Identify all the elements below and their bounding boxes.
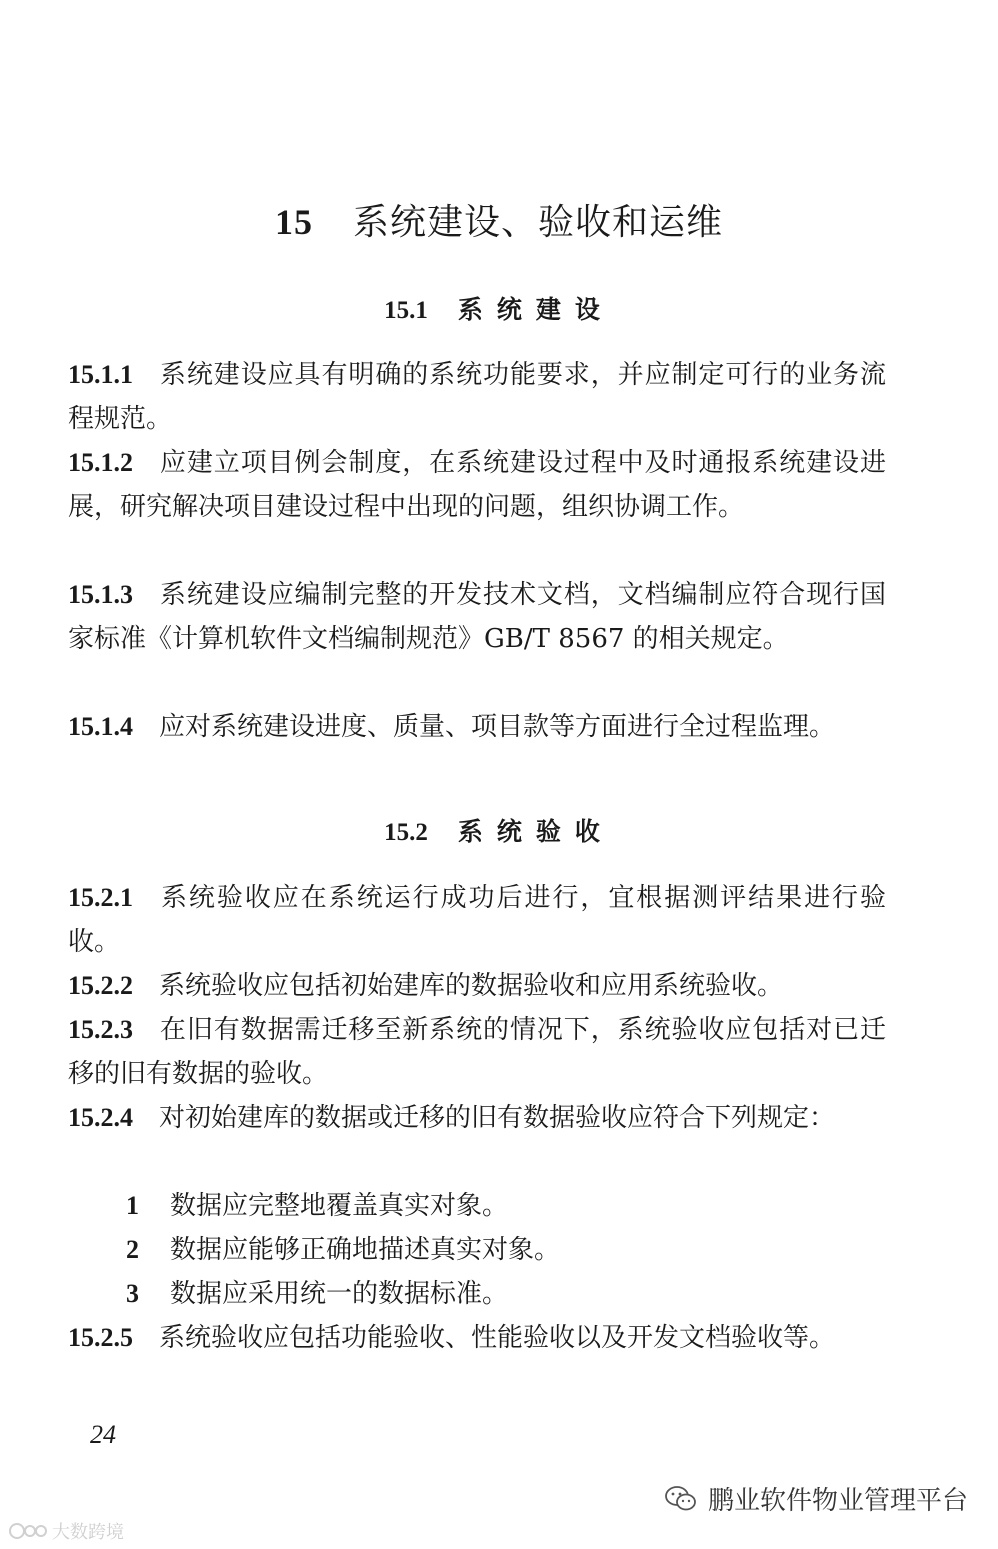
item-text: 数据应采用统一的数据标准。: [170, 1279, 509, 1309]
section-name: 系统验收: [457, 817, 614, 846]
clause-15-1-1: [68, 353, 886, 441]
clause-text: 系统验收应在系统运行成功后进行，宜根据测评结果进行验收。: [68, 883, 886, 957]
list-item-2: [126, 1228, 886, 1272]
section-title-15-2: [0, 812, 998, 853]
logo-icon: [8, 1521, 48, 1541]
clause-text: 应对系统建设进度、质量、项目款等方面进行全过程监理。: [159, 712, 836, 742]
clause-15-1-2: [68, 441, 886, 529]
clause-number: 15.1.4: [68, 712, 133, 741]
clause-text: 系统建设应具有明确的系统功能要求，并应制定可行的业务流程规范。: [68, 360, 886, 434]
section-number: 15.1: [384, 297, 428, 324]
wechat-icon: [664, 1485, 698, 1513]
page-number: 24: [90, 1420, 116, 1449]
watermark-logo: [8, 1518, 124, 1544]
clause-15-2-5: [68, 1316, 886, 1360]
list-item-1: [126, 1184, 886, 1228]
section-number: 15.2: [384, 819, 428, 846]
clause-number: 15.1.3: [68, 580, 133, 609]
watermark-left-text: 大数跨境: [52, 1522, 124, 1543]
clause-text: 应建立项目例会制度，在系统建设过程中及时通报系统建设进展，研究解决项目建设过程中出现的问题，组织协调工作。: [68, 448, 886, 522]
clause-number: 15.2.2: [68, 971, 133, 1000]
clause-15-2-2: [68, 964, 886, 1008]
clause-number: 15.2.5: [68, 1323, 133, 1352]
clause-15-2-4: [68, 1096, 886, 1140]
clause-number: 15.2.1: [68, 883, 133, 912]
clause-text: 系统建设应编制完整的开发技术文档，文档编制应符合现行国家标准《计算机软件文档编制规范》GB/T 8567 的相关规定。: [68, 580, 886, 654]
clause-text: 在旧有数据需迁移至新系统的情况下，系统验收应包括对已迁移的旧有数据的验收。: [68, 1015, 886, 1089]
clause-text: 系统验收应包括初始建库的数据验收和应用系统验收。: [159, 971, 784, 1001]
watermark-wechat: [664, 1480, 968, 1517]
item-text: 数据应能够正确地描述真实对象。: [170, 1235, 561, 1265]
watermark-text: 鹏业软件物业管理平台: [707, 1486, 968, 1516]
chapter-name: 系统建设、验收和运维: [352, 202, 723, 243]
clause-15-2-1: [68, 876, 886, 964]
item-number: 2: [126, 1235, 139, 1264]
chapter-number: 15: [274, 202, 313, 242]
chapter-title: [0, 196, 998, 249]
clause-15-2-3: [68, 1008, 886, 1096]
clause-number: 15.2.3: [68, 1015, 133, 1044]
section-name: 系统建设: [457, 295, 614, 324]
clause-number: 15.1.2: [68, 448, 133, 477]
clause-15-1-3: [68, 573, 886, 661]
item-text: 数据应完整地覆盖真实对象。: [170, 1191, 509, 1221]
item-number: 3: [126, 1279, 139, 1308]
clause-number: 15.1.1: [68, 360, 133, 389]
clause-15-1-4: [68, 705, 886, 749]
clause-number: 15.2.4: [68, 1103, 133, 1132]
clause-text: 系统验收应包括功能验收、性能验收以及开发文档验收等。: [159, 1323, 836, 1353]
clause-text: 对初始建库的数据或迁移的旧有数据验收应符合下列规定：: [159, 1103, 836, 1133]
section-title-15-1: [0, 290, 998, 331]
list-item-3: [126, 1272, 886, 1316]
item-number: 1: [126, 1191, 139, 1220]
